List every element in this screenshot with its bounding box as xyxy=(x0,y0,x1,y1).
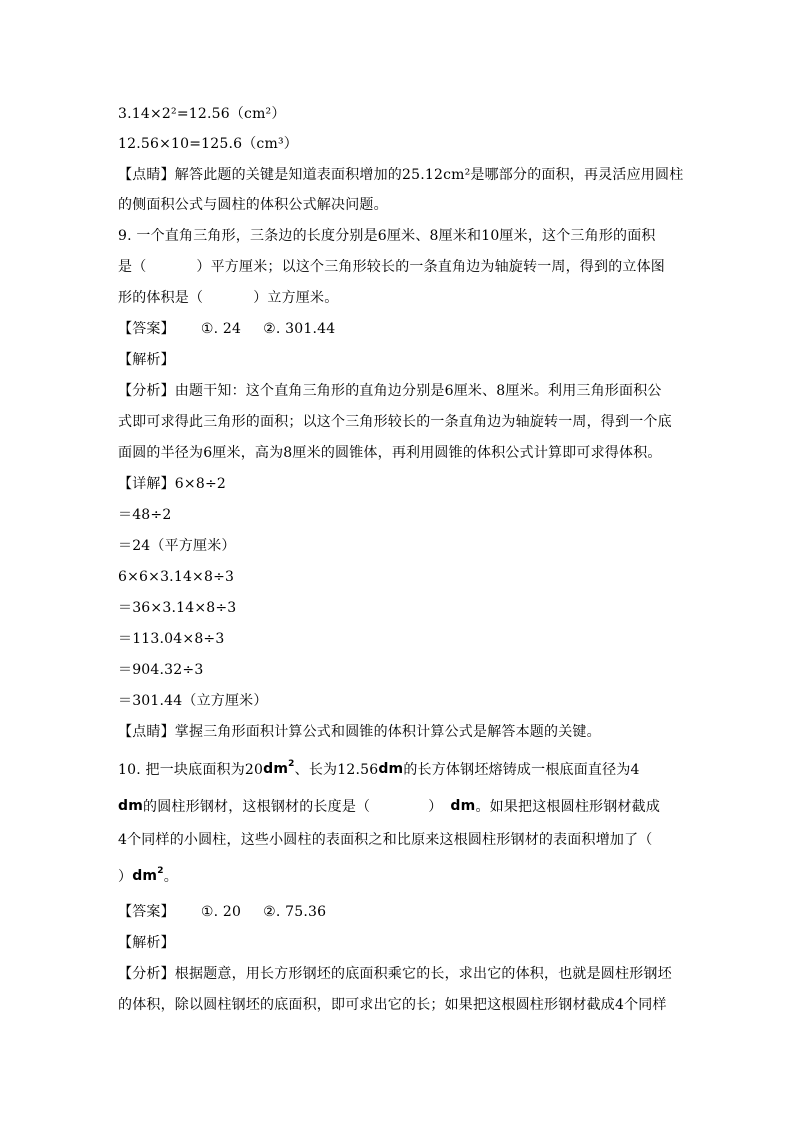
q10-text-e: ） xyxy=(428,799,443,815)
unit-dm: dm xyxy=(263,761,289,777)
unit-exponent: 2 xyxy=(157,866,164,876)
detail-line-5: ＝36×3.14×8÷3 xyxy=(118,600,237,616)
calc-line-1: 3.14×2²=12.56（cm²） xyxy=(118,106,286,122)
answer-line-q10 xyxy=(118,902,326,922)
answer-line-q9 xyxy=(118,319,335,339)
key-point-q9: 【点睛】掌握三角形面积计算公式和圆锥的体积计算公式是解答本题的关键。 xyxy=(118,724,601,740)
detail-line-7: ＝904.32÷3 xyxy=(118,662,204,678)
question-9-line-2 xyxy=(118,257,665,277)
question-10-line-4 xyxy=(118,867,178,889)
q10-text-b: 、长为12.56 xyxy=(294,762,379,778)
answer-2: ②. 75.36 xyxy=(263,904,327,920)
answer-1: ①. 24 xyxy=(200,321,242,337)
question-10-line-2 xyxy=(118,797,660,817)
unit-exponent: 2 xyxy=(288,759,295,769)
unit-dm: dm xyxy=(132,868,158,884)
unit-dm: dm xyxy=(378,761,404,777)
q10-text-g: ） xyxy=(118,869,133,885)
analysis-line-2: 式即可求得此三角形的面积；以这个三角形较长的一条直角边为轴旋转一周，得到一个底 xyxy=(118,414,672,430)
detail-line-3: ＝24（平方厘米） xyxy=(118,538,236,554)
q10-text-c: 的长方体钢坯熔铸成一根底面直径为4 xyxy=(403,762,640,778)
detail-line-4: 6×6×3.14×8÷3 xyxy=(118,569,235,585)
analysis-q10-line-1: 【分析】根据题意，用长方形钢坯的底面积乘它的长，求出它的体积，也就是圆柱形钢坯 xyxy=(118,966,672,982)
answer-2: ②. 301.44 xyxy=(263,321,336,337)
q10-text-a: 10. 把一块底面积为20 xyxy=(118,762,264,778)
unit-dm: dm xyxy=(118,798,144,814)
detail-line-1: 【详解】6×8÷2 xyxy=(118,476,226,492)
q9-text-a: 是（ xyxy=(118,259,147,275)
key-point-line-1: 【点睛】解答此题的关键是知道表面积增加的25.12cm²是哪部分的面积，再灵活应用圆柱 xyxy=(118,167,684,183)
question-10-line-3: 4个同样的小圆柱，这些小圆柱的表面积之和比原来这根圆柱形钢材的表面积增加了（ xyxy=(118,832,653,848)
analysis-line-3: 面圆的半径为6厘米，高为8厘米的圆锥体，再利用圆锥的体积公式计算即可求得体积。 xyxy=(118,445,662,461)
question-9-line-1: 9. 一个直角三角形，三条边的长度分别是6厘米、8厘米和10厘米，这个三角形的面积 xyxy=(118,228,656,244)
question-10-line-1 xyxy=(118,760,640,782)
detail-line-6: ＝113.04×8÷3 xyxy=(118,631,225,647)
unit-dm: dm xyxy=(450,798,476,814)
detail-line-8: ＝301.44（立方厘米） xyxy=(118,693,268,709)
calc-line-2: 12.56×10=125.6（cm³） xyxy=(118,136,298,152)
q10-text-h: 。 xyxy=(163,869,178,885)
analysis-heading-q10: 【解析】 xyxy=(118,935,175,951)
q9-text-b: ）平方厘米；以这个三角形较长的一条直角边为轴旋转一周，得到的立体图 xyxy=(196,259,666,275)
q9-text-d: ）立方厘米。 xyxy=(253,290,339,306)
answer-1: ①. 20 xyxy=(200,904,242,920)
answer-label: 【答案】 xyxy=(118,904,175,920)
detail-line-2: ＝48÷2 xyxy=(118,507,172,523)
q10-text-d: 的圆柱形钢材，这根钢材的长度是（ xyxy=(143,799,371,815)
answer-label: 【答案】 xyxy=(118,321,175,337)
analysis-q10-line-2: 的体积，除以圆柱钢坯的底面积，即可求出它的长；如果把这根圆柱形钢材截成4个同样 xyxy=(118,997,667,1013)
analysis-line-1: 【分析】由题干知：这个直角三角形的直角边分别是6厘米、8厘米。利用三角形面积公 xyxy=(118,383,662,399)
key-point-line-2: 的侧面积公式与圆柱的体积公式解决问题。 xyxy=(118,197,388,213)
q9-text-c: 形的体积是（ xyxy=(118,290,204,306)
analysis-heading-q9: 【解析】 xyxy=(118,352,175,368)
question-9-line-3 xyxy=(118,288,338,308)
q10-text-f: 。如果把这根圆柱形钢材截成 xyxy=(475,799,661,815)
